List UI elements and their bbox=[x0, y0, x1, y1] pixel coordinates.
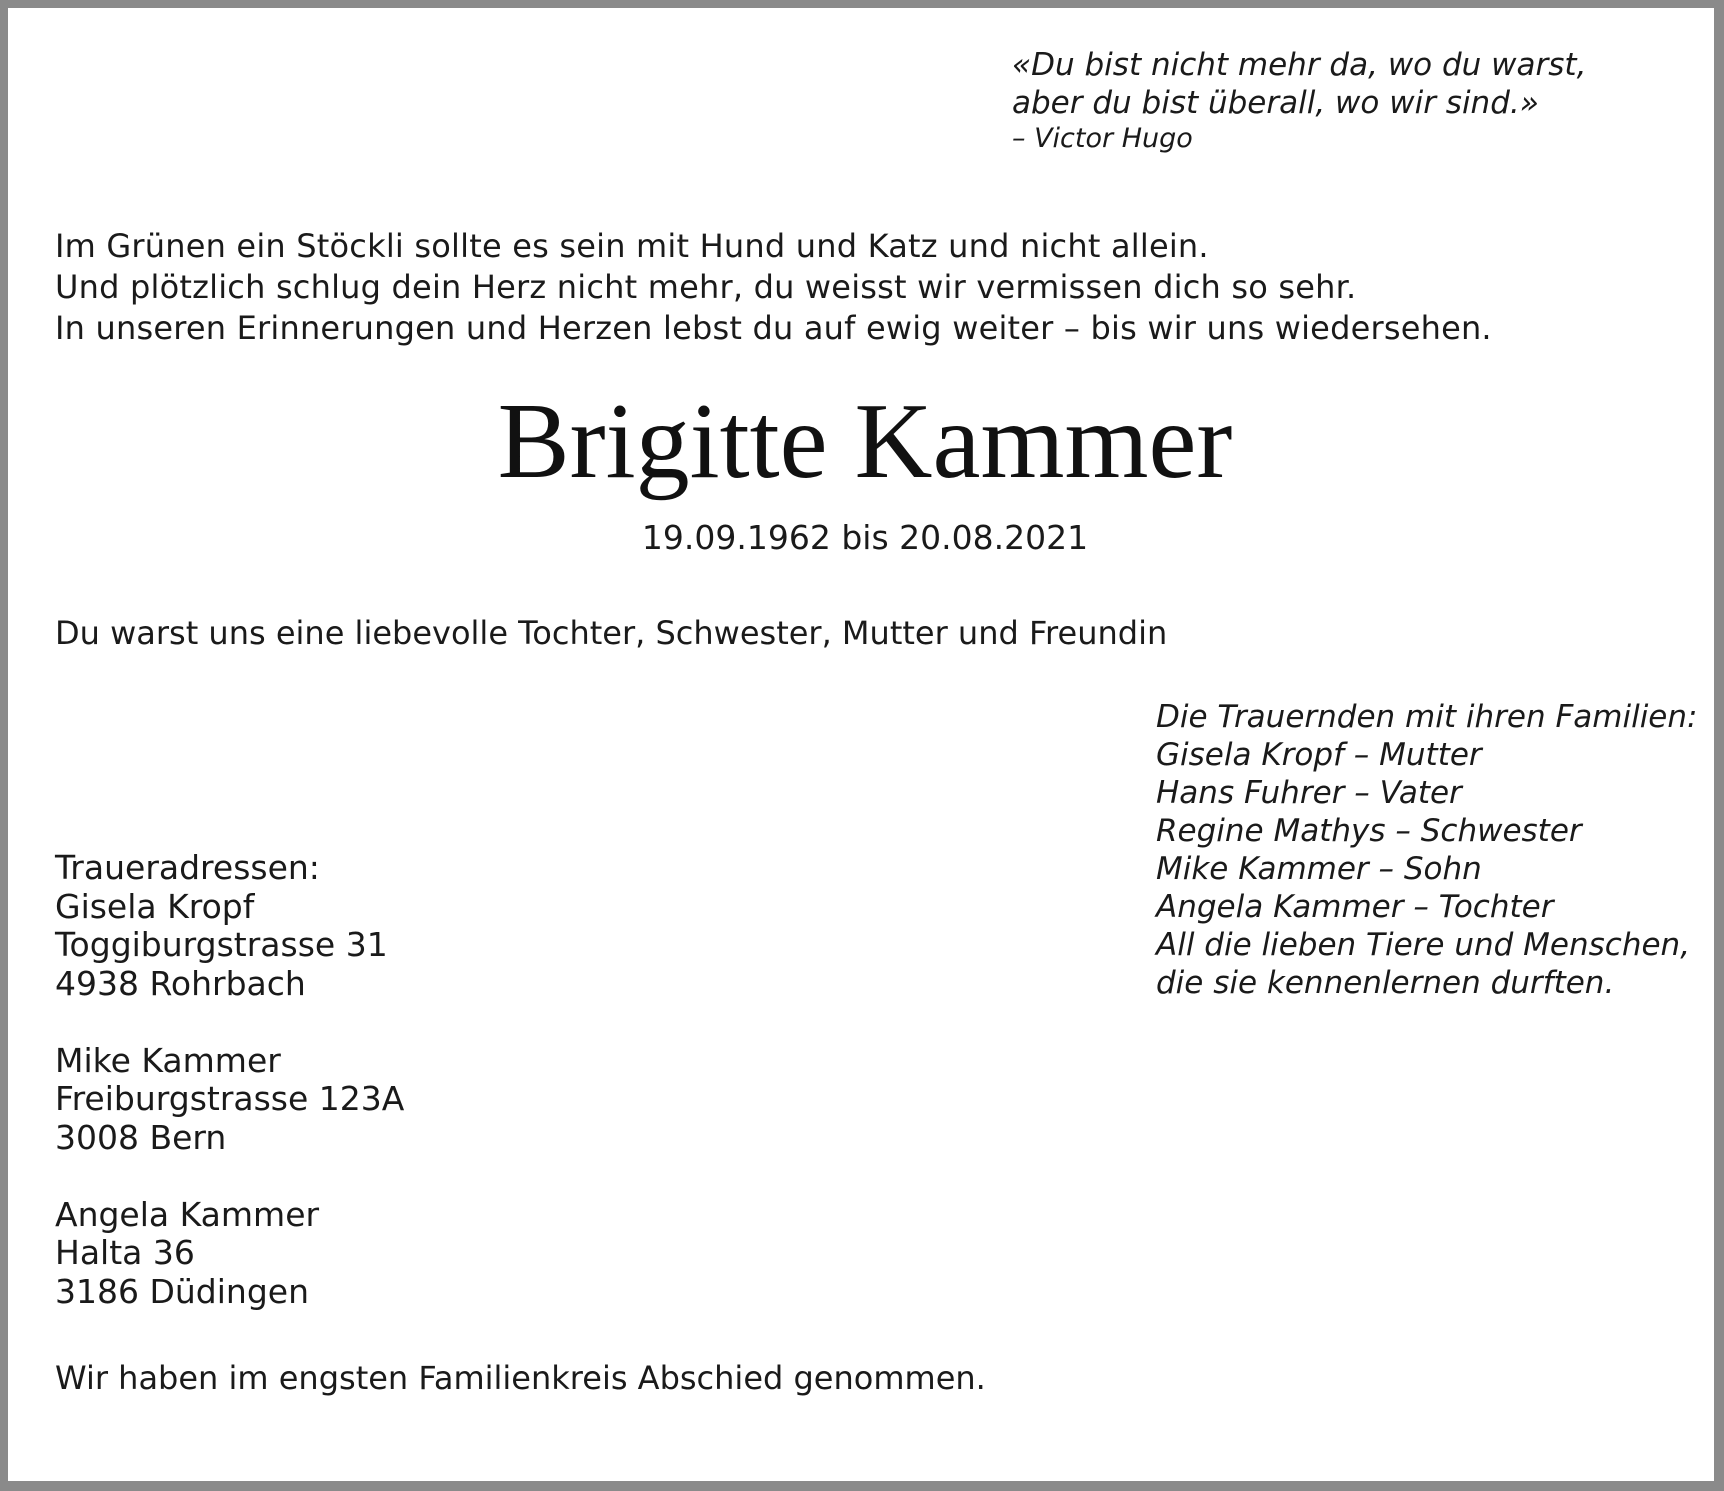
mourners-heading: Die Trauernden mit ihren Familien: bbox=[1156, 699, 1698, 735]
mourner-entry: All die lieben Tiere und Menschen, bbox=[1156, 927, 1691, 963]
address-street: Toggiburgstrasse 31 bbox=[55, 925, 388, 964]
deceased-name: Brigitte Kammer bbox=[497, 382, 1233, 501]
poem-line: In unseren Erinnerungen und Herzen lebst du auf ewig weiter – bis wir uns wiedersehen. bbox=[55, 309, 1492, 347]
address-name: Angela Kammer bbox=[55, 1194, 320, 1234]
address-name: Gisela Kropf bbox=[55, 886, 255, 926]
address-block bbox=[55, 1196, 404, 1312]
condolence-addresses bbox=[55, 849, 404, 1350]
closing-note: Wir haben im engsten Familienkreis Abschied genommen. bbox=[55, 1359, 986, 1397]
poem bbox=[55, 226, 1492, 349]
addresses-heading: Traueradressen: bbox=[55, 848, 320, 887]
epigraph-quote bbox=[1012, 46, 1586, 156]
address-city: 3008 Bern bbox=[55, 1117, 227, 1157]
mourner-entry: Angela Kammer – Tochter bbox=[1156, 889, 1554, 925]
mourner-entry: Gisela Kropf – Mutter bbox=[1156, 737, 1482, 773]
poem-line: Im Grünen ein Stöckli sollte es sein mit Hund und Katz und nicht allein. bbox=[55, 227, 1209, 265]
poem-line: Und plötzlich schlug dein Herz nicht mehr, du weisst wir vermissen dich so sehr. bbox=[55, 268, 1357, 306]
quote-author: – Victor Hugo bbox=[1012, 123, 1193, 154]
mourner-entry: Regine Mathys – Schwester bbox=[1156, 813, 1582, 849]
quote-line: aber du bist überall, wo wir sind.» bbox=[1012, 85, 1539, 121]
address-street: Halta 36 bbox=[55, 1233, 195, 1272]
life-dates: 19.09.1962 bis 20.08.2021 bbox=[641, 518, 1089, 557]
tribute-line: Du warst uns eine liebevolle Tochter, Schwester, Mutter und Freundin bbox=[55, 614, 1168, 652]
address-street: Freiburgstrasse 123A bbox=[55, 1079, 405, 1118]
address-block bbox=[55, 1042, 404, 1158]
address-city: 4938 Rohrbach bbox=[55, 963, 306, 1003]
mourners-list bbox=[1156, 698, 1697, 1002]
address-city: 3186 Düdingen bbox=[55, 1271, 309, 1311]
mourner-entry: Mike Kammer – Sohn bbox=[1156, 851, 1482, 887]
quote-line: «Du bist nicht mehr da, wo du warst, bbox=[1012, 47, 1587, 83]
address-block bbox=[55, 888, 404, 1004]
mourner-entry: die sie kennenlernen durften. bbox=[1156, 965, 1615, 1001]
address-name: Mike Kammer bbox=[55, 1040, 281, 1080]
mourner-entry: Hans Fuhrer – Vater bbox=[1156, 775, 1462, 811]
